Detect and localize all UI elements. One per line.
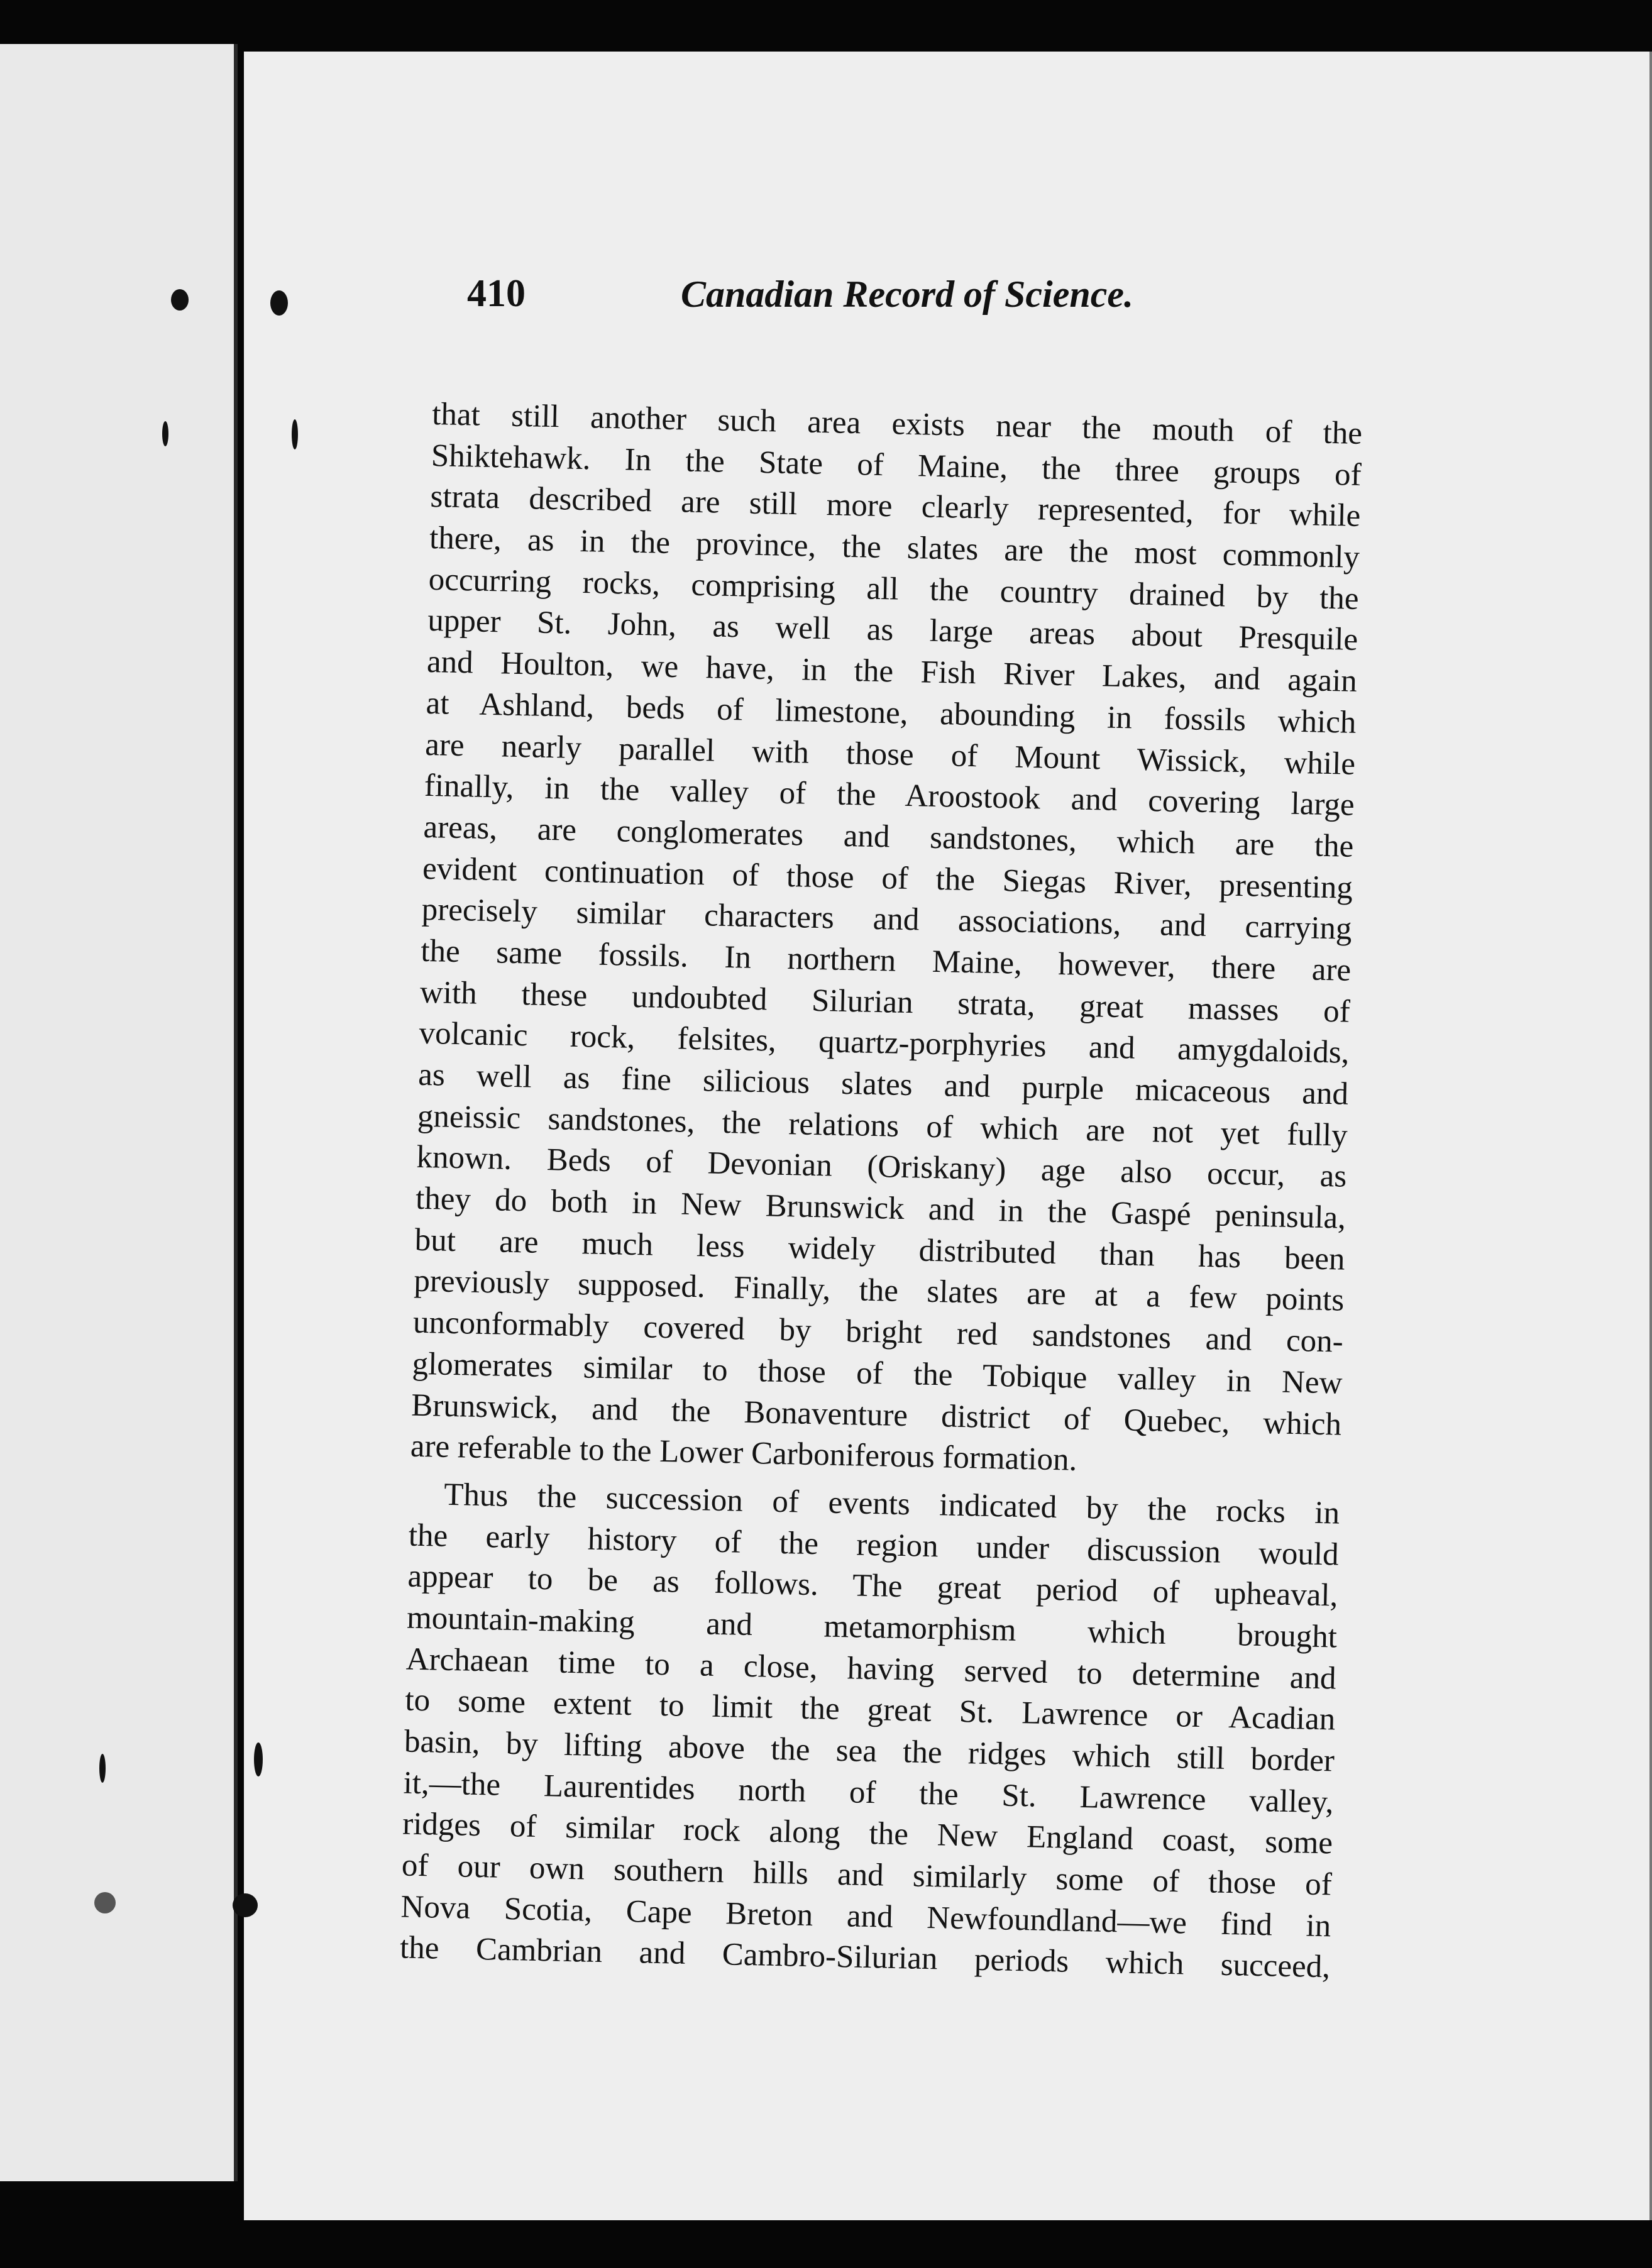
binding-hole-mark [254, 1742, 263, 1776]
book-page [244, 52, 1652, 2220]
text-line: Thus the succession of events indicated by the rocks in [443, 1477, 1340, 1531]
text-line: evident continuation of those of the Siegas River, presenting [422, 851, 1353, 906]
text-line: the Cambrian and Cambro-Silurian periods which succeed, [399, 1930, 1331, 1985]
paragraph-1 [410, 394, 1362, 1487]
text-line: of our own southern hills and similarly some of those of [401, 1847, 1333, 1903]
text-line: are nearly parallel with those of Mount Wissick, while [424, 727, 1356, 782]
page-number: 410 [467, 272, 526, 315]
binding-hole-mark [94, 1892, 116, 1913]
binding-hole-mark [292, 419, 298, 449]
text-line: the early history of the region under discussion would [408, 1517, 1340, 1573]
binding-hole-mark [99, 1754, 106, 1783]
text-line: at Ashland, beds of limestone, abounding in fossils which [426, 685, 1357, 740]
text-line: with these undoubted Silurian strata, great masses of [419, 974, 1351, 1030]
text-line: ridges of similar rock along the New England coast, some [402, 1806, 1333, 1861]
text-line: basin, by lifting above the sea the ridges which still border [404, 1724, 1335, 1779]
facing-page-edge [0, 44, 238, 2181]
text-line: volcanic rock, felsites, quartz-porphyries and amygdaloids, [419, 1016, 1350, 1071]
text-line: they do both in New Brunswick and in the Gaspé peninsula, [415, 1181, 1346, 1236]
text-line: appear to be as follows. The great period of upheaval, [407, 1558, 1338, 1614]
binding-hole-mark [171, 289, 189, 311]
text-line: previously supposed. Finally, the slates are at a few points [413, 1263, 1345, 1319]
text-line: gneissic sandstones, the relations of which are not yet fully [417, 1098, 1348, 1153]
binding-hole-mark [270, 290, 288, 316]
text-line: and Houlton, we have, in the Fish River Lakes, and again [426, 644, 1358, 700]
text-line: as well as fine silicious slates and purple micaceous and [417, 1057, 1349, 1112]
text-line: unconformably covered by bright red sandstones and con- [412, 1304, 1344, 1360]
body-text [400, 394, 1363, 1989]
running-head: Canadian Record of Science. [681, 273, 1133, 315]
binding-hole-mark [162, 421, 168, 446]
text-line: precisely similar characters and associations, and carrying [421, 892, 1353, 947]
text-line: known. Beds of Devonian (Oriskany) age also occur, as [416, 1140, 1347, 1195]
text-line: to some extent to limit the great St. Lawrence or Acadian [404, 1682, 1336, 1737]
binding-hole-mark [233, 1893, 258, 1917]
text-line: finally, in the valley of the Aroostook and covering large [424, 768, 1355, 823]
text-line: that still another such area exists near the mouth of the [431, 396, 1363, 451]
text-line: upper St. John, as well as large areas about Presquile [427, 603, 1358, 658]
paragraph-2 [400, 1473, 1340, 1988]
text-line: mountain-making and metamorphism which brought [406, 1600, 1338, 1655]
text-line: occurring rocks, comprising all the country drained by the [428, 561, 1360, 617]
text-line: areas, are conglomerates and sandstones, which are the [422, 809, 1354, 864]
text-line: strata described are still more clearly represented, for while [429, 479, 1361, 534]
text-line: glomerates similar to those of the Tobique valley in New [412, 1346, 1343, 1401]
text-line: but are much less widely distributed than has been [414, 1222, 1346, 1277]
text-line: are referable to the Lower Carboniferous formation. [410, 1428, 1077, 1478]
text-line: there, as in the province, the slates are the most commonly [429, 520, 1360, 576]
text-line: Nova Scotia, Cape Breton and Newfoundland—we find in [400, 1889, 1331, 1944]
text-line: Shiktehawk. In the State of Maine, the three groups of [431, 438, 1362, 493]
text-line: the same fossils. In northern Maine, however, there are [420, 933, 1352, 988]
text-line: it,—the Laurentides north of the St. Lawrence valley, [403, 1765, 1334, 1820]
text-line: Archaean time to a close, having served to determine and [405, 1641, 1337, 1697]
text-line: Brunswick, and the Bonaventure district of Quebec, which [410, 1387, 1342, 1443]
page-header [467, 272, 1366, 341]
